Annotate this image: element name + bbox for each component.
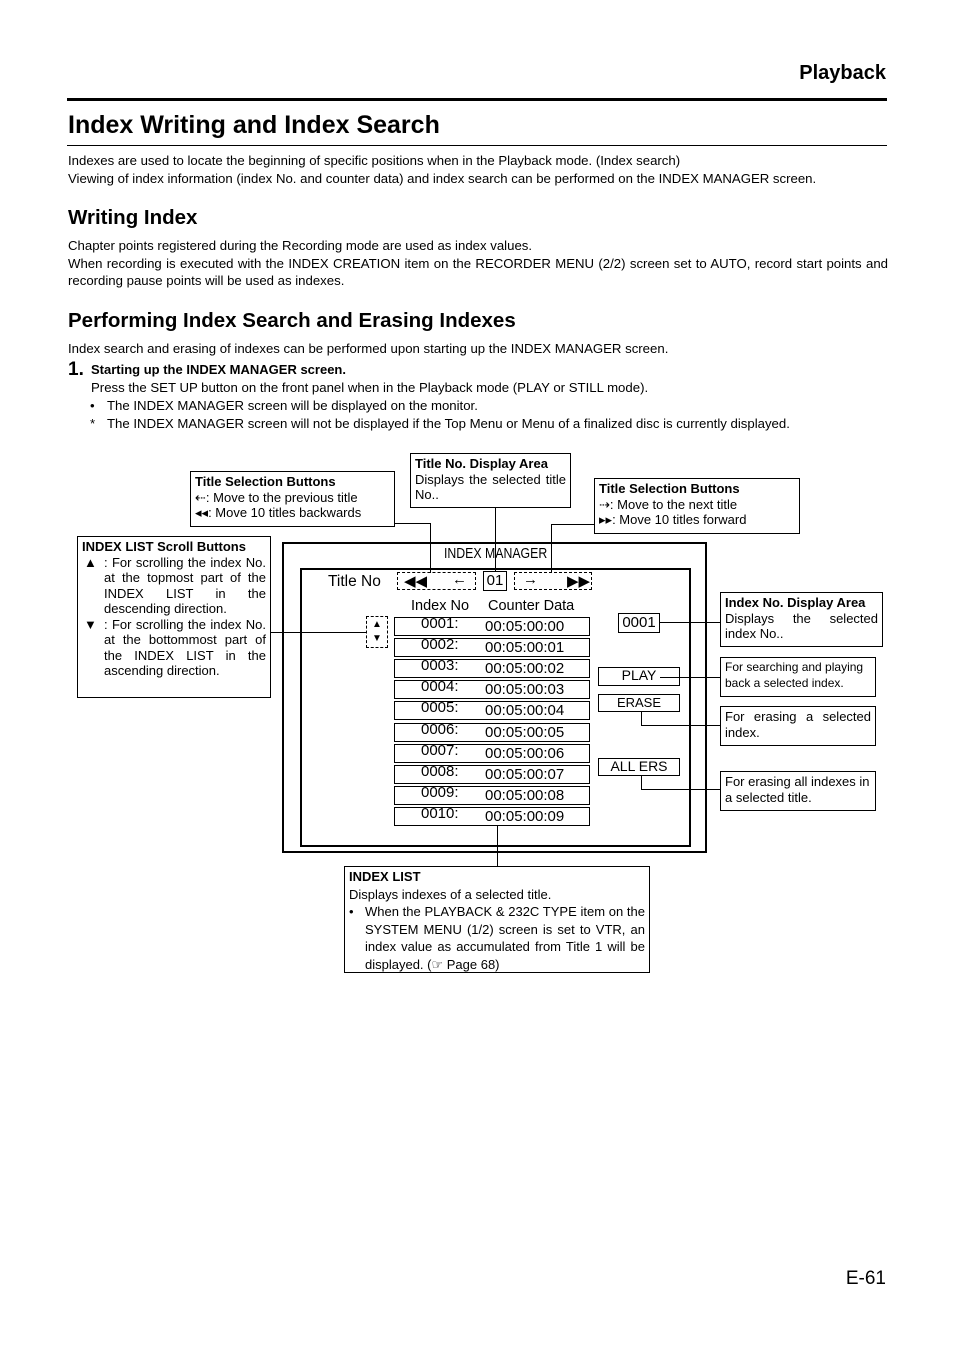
- all-ers-button[interactable]: ALL ERS: [598, 758, 680, 776]
- writing-heading: Writing Index: [68, 206, 198, 229]
- callout-line: : Move to the previous title: [205, 489, 358, 505]
- index-no-cell: 0002:: [421, 636, 459, 654]
- forward-10-icon[interactable]: ▶▶: [567, 573, 591, 590]
- callout-heading: INDEX LIST Scroll Buttons: [82, 539, 246, 554]
- index-row[interactable]: [394, 762, 590, 784]
- index-row[interactable]: [394, 741, 590, 763]
- counter-cell: 00:05:00:02: [485, 660, 565, 678]
- callout-heading: Title Selection Buttons: [195, 474, 336, 489]
- step-bullet-mark: •: [90, 398, 95, 413]
- index-no-cell: 0009:: [421, 783, 459, 801]
- index-no-cell: 0004:: [421, 678, 459, 696]
- index-row[interactable]: [394, 804, 590, 826]
- callout-title-selection-prev: [190, 471, 395, 527]
- counter-cell: 00:05:00:07: [485, 765, 565, 783]
- section-label: Playback: [799, 62, 886, 84]
- writing-line-1: Chapter points registered during the Recording mode are used as index values.: [68, 238, 533, 253]
- callout-scroll-buttons: [77, 536, 271, 698]
- callout-text: Displays indexes of a selected title.: [349, 886, 552, 902]
- step-note-mark: *: [90, 416, 96, 431]
- title-next-buttons[interactable]: [514, 572, 592, 590]
- callout-index-list: [344, 866, 650, 973]
- counter-cell: 00:05:00:06: [485, 744, 565, 762]
- counter-cell: 00:05:00:05: [485, 723, 565, 741]
- callout-text: Displays the selected title No..: [415, 471, 566, 502]
- callout-index-no-area: [720, 592, 883, 647]
- counter-cell: 00:05:00:04: [485, 702, 565, 720]
- intro-line-2: Viewing of index information (index No. and counter data) and index search can be performed on the INDEX MANAGER screen.: [68, 170, 817, 186]
- title-rule: [67, 145, 887, 146]
- callout-title-no-area: [410, 453, 571, 508]
- counter-cell: 00:05:00:09: [485, 807, 565, 825]
- callout-play: For searching and playing back a selected index.: [720, 657, 876, 697]
- screen-title: INDEX MANAGER: [444, 545, 548, 562]
- index-row[interactable]: [394, 783, 590, 805]
- callout-line: : Move to the next title: [609, 496, 738, 512]
- play-button[interactable]: PLAY: [598, 667, 680, 686]
- callout-erase: For erasing a selected index.: [720, 706, 876, 746]
- performing-heading: Performing Index Search and Erasing Indexes: [68, 309, 516, 332]
- performing-intro: Index search and erasing of indexes can be performed upon starting up the INDEX MANAGER screen.: [68, 341, 669, 356]
- title-no-display: 01: [483, 571, 507, 591]
- rewind-10-icon[interactable]: ◀◀: [404, 573, 428, 590]
- connector-line: [551, 524, 595, 525]
- arrow-right-icon: ⇢: [599, 496, 610, 512]
- callout-line: : Move 10 titles forward: [612, 512, 747, 527]
- index-row[interactable]: [394, 638, 590, 657]
- col-counter-header: Counter Data: [488, 598, 575, 614]
- index-row[interactable]: [394, 701, 590, 720]
- step-note: The INDEX MANAGER screen will not be displayed if the Top Menu or Menu of a finalized disc is currently displayed.: [107, 416, 790, 431]
- writing-text: [68, 237, 888, 290]
- callout-heading: Index No. Display Area: [725, 595, 866, 610]
- callout-bullet-mark: •: [349, 904, 354, 919]
- callout-bullet: When the PLAYBACK & 232C TYPE item on the SYSTEM MENU (1/2) screen is set to VTR, an index value as accumulated from Title 1 will be displayed. (☞ Page 68): [365, 904, 645, 972]
- page-title: Index Writing and Index Search: [68, 111, 440, 139]
- callout-scroll-down-text: : For scrolling the index No. at the bottommost part of the INDEX LIST in the ascending direction.: [104, 616, 266, 678]
- scroll-up-icon[interactable]: ▲: [372, 619, 382, 630]
- scroll-down-icon[interactable]: ▼: [372, 633, 382, 644]
- scroll-buttons[interactable]: [366, 616, 388, 648]
- index-no-cell: 0005:: [421, 699, 459, 717]
- step-bullet: The INDEX MANAGER screen will be displayed on the monitor.: [107, 398, 478, 413]
- callout-title-selection-next: [594, 478, 800, 534]
- index-no-cell: 0007:: [421, 741, 459, 759]
- title-prev-buttons[interactable]: [397, 572, 476, 590]
- step-text: Press the SET UP button on the front panel when in the Playback mode (PLAY or STILL mode).: [91, 380, 649, 395]
- title-no-label: Title No: [328, 573, 381, 590]
- index-row[interactable]: [394, 659, 590, 678]
- callout-text: Displays the selected index No..: [725, 610, 878, 641]
- step-number: 1.: [68, 359, 84, 380]
- forward-10-icon: ▸▸: [599, 512, 613, 527]
- index-no-display: 0001: [618, 613, 660, 633]
- triangle-up-icon: ▲: [84, 554, 97, 570]
- counter-cell: 00:05:00:01: [485, 639, 565, 657]
- index-no-cell: 0001:: [421, 615, 459, 632]
- callout-all-ers: For erasing all indexes in a selected title.: [720, 771, 876, 811]
- arrow-left-icon[interactable]: ←: [452, 571, 467, 588]
- writing-line-2: When recording is executed with the INDEX CREATION item on the RECORDER MENU (2/2) screen set to AUTO, record start points and recording pause points will be used as indexes.: [68, 255, 888, 288]
- counter-cell: 00:05:00:00: [485, 618, 565, 635]
- triangle-down-icon: ▼: [84, 616, 97, 632]
- index-no-cell: 0008:: [421, 762, 459, 780]
- callout-heading: Title No. Display Area: [415, 456, 548, 471]
- intro-text: [68, 152, 888, 187]
- intro-line-1: Indexes are used to locate the beginning of specific positions when in the Playback mode. (Index search): [68, 153, 681, 168]
- callout-scroll-up-text: : For scrolling the index No. at the topmost part of the INDEX LIST in the descending direction.: [104, 554, 266, 616]
- index-row[interactable]: [394, 720, 590, 742]
- header-rule: [67, 98, 887, 101]
- counter-cell: 00:05:00:08: [485, 786, 565, 804]
- callout-heading: INDEX LIST: [349, 869, 421, 884]
- callout-line: : Move 10 titles backwards: [208, 505, 362, 520]
- index-row[interactable]: [394, 617, 590, 636]
- index-no-cell: 0010:: [421, 804, 459, 822]
- page-number: E-61: [845, 1268, 886, 1289]
- rewind-10-icon: ◂◂: [195, 505, 209, 520]
- index-no-cell: 0006:: [421, 720, 459, 738]
- arrow-right-icon[interactable]: →: [523, 571, 538, 588]
- arrow-left-icon: ⇠: [195, 489, 206, 505]
- index-row[interactable]: [394, 680, 590, 699]
- index-no-cell: 0003:: [421, 657, 459, 675]
- erase-button[interactable]: ERASE: [598, 694, 680, 712]
- col-index-header: Index No: [411, 598, 470, 614]
- callout-heading: Title Selection Buttons: [599, 481, 740, 496]
- connector-line: [394, 523, 430, 524]
- counter-cell: 00:05:00:03: [485, 681, 565, 699]
- step-title: Starting up the INDEX MANAGER screen.: [91, 362, 346, 377]
